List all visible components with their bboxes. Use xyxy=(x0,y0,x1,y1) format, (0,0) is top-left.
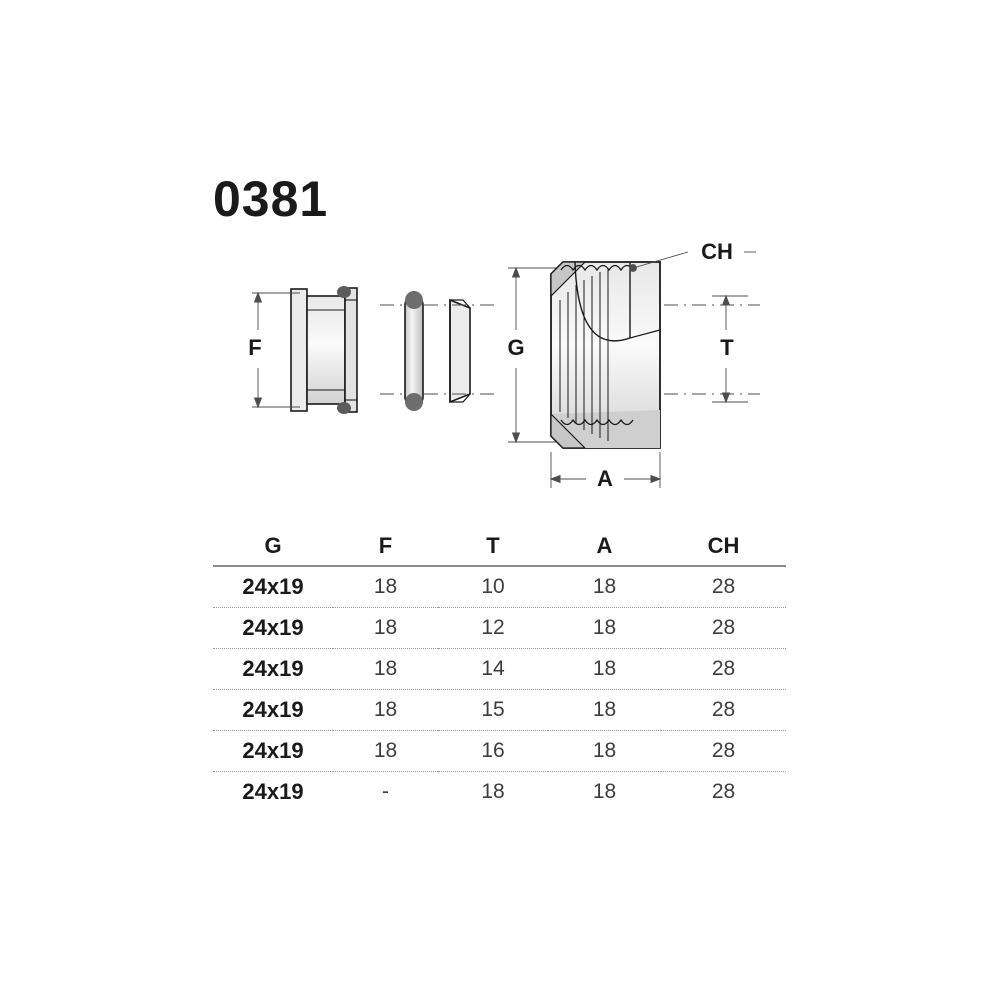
column-header-a: A xyxy=(548,527,661,566)
cell-ch: 28 xyxy=(711,780,736,803)
cell-g: 24x19 xyxy=(242,615,304,640)
table-row xyxy=(213,690,786,731)
o-ring-drawing xyxy=(405,291,423,411)
column-header-f: F xyxy=(333,527,438,566)
cap-body-drawing xyxy=(291,286,357,414)
dimension-label-f: F xyxy=(248,335,262,360)
cell-f: 18 xyxy=(373,657,398,680)
cell-g: 24x19 xyxy=(242,697,304,722)
cell-f: 18 xyxy=(373,616,398,639)
cell-t: 10 xyxy=(481,575,505,598)
cell-t: 18 xyxy=(481,780,505,803)
cell-f: 18 xyxy=(373,698,398,721)
table-row xyxy=(213,608,786,649)
cell-ch: 28 xyxy=(711,616,736,639)
cell-g: 24x19 xyxy=(242,574,304,599)
cell-g: 24x19 xyxy=(242,779,304,804)
cell-g: 24x19 xyxy=(242,656,304,681)
cell-f: 18 xyxy=(373,739,398,762)
table-row xyxy=(213,566,786,608)
cell-ch: 28 xyxy=(711,657,736,680)
cell-a: 18 xyxy=(592,780,617,803)
column-header-g: G xyxy=(213,527,333,566)
table-row xyxy=(213,649,786,690)
specification-table xyxy=(213,527,786,812)
dimension-label-g: G xyxy=(507,335,525,360)
washer-drawing xyxy=(450,300,470,402)
dimension-label-a: A xyxy=(597,466,613,491)
cell-f: - xyxy=(382,780,389,803)
cell-a: 18 xyxy=(592,575,617,598)
cell-a: 18 xyxy=(592,698,617,721)
column-header-ch: CH xyxy=(661,527,786,566)
cell-t: 14 xyxy=(481,657,505,680)
cell-t: 15 xyxy=(481,698,505,721)
cell-ch: 28 xyxy=(711,575,736,598)
cell-t: 12 xyxy=(481,616,505,639)
dimension-label-ch: CH xyxy=(701,239,733,264)
table-row xyxy=(213,731,786,772)
page-title: 0381 xyxy=(213,171,329,227)
cell-a: 18 xyxy=(592,616,617,639)
cell-a: 18 xyxy=(592,657,617,680)
table-row xyxy=(213,772,786,813)
cell-g: 24x19 xyxy=(242,738,304,763)
cell-t: 16 xyxy=(481,739,505,762)
table-header-row xyxy=(213,527,786,566)
cell-ch: 28 xyxy=(711,739,736,762)
hex-plug-drawing xyxy=(551,262,660,448)
cell-f: 18 xyxy=(373,575,398,598)
cell-a: 18 xyxy=(592,739,617,762)
cell-ch: 28 xyxy=(711,698,736,721)
dimension-label-t: T xyxy=(720,335,734,360)
column-header-t: T xyxy=(438,527,548,566)
